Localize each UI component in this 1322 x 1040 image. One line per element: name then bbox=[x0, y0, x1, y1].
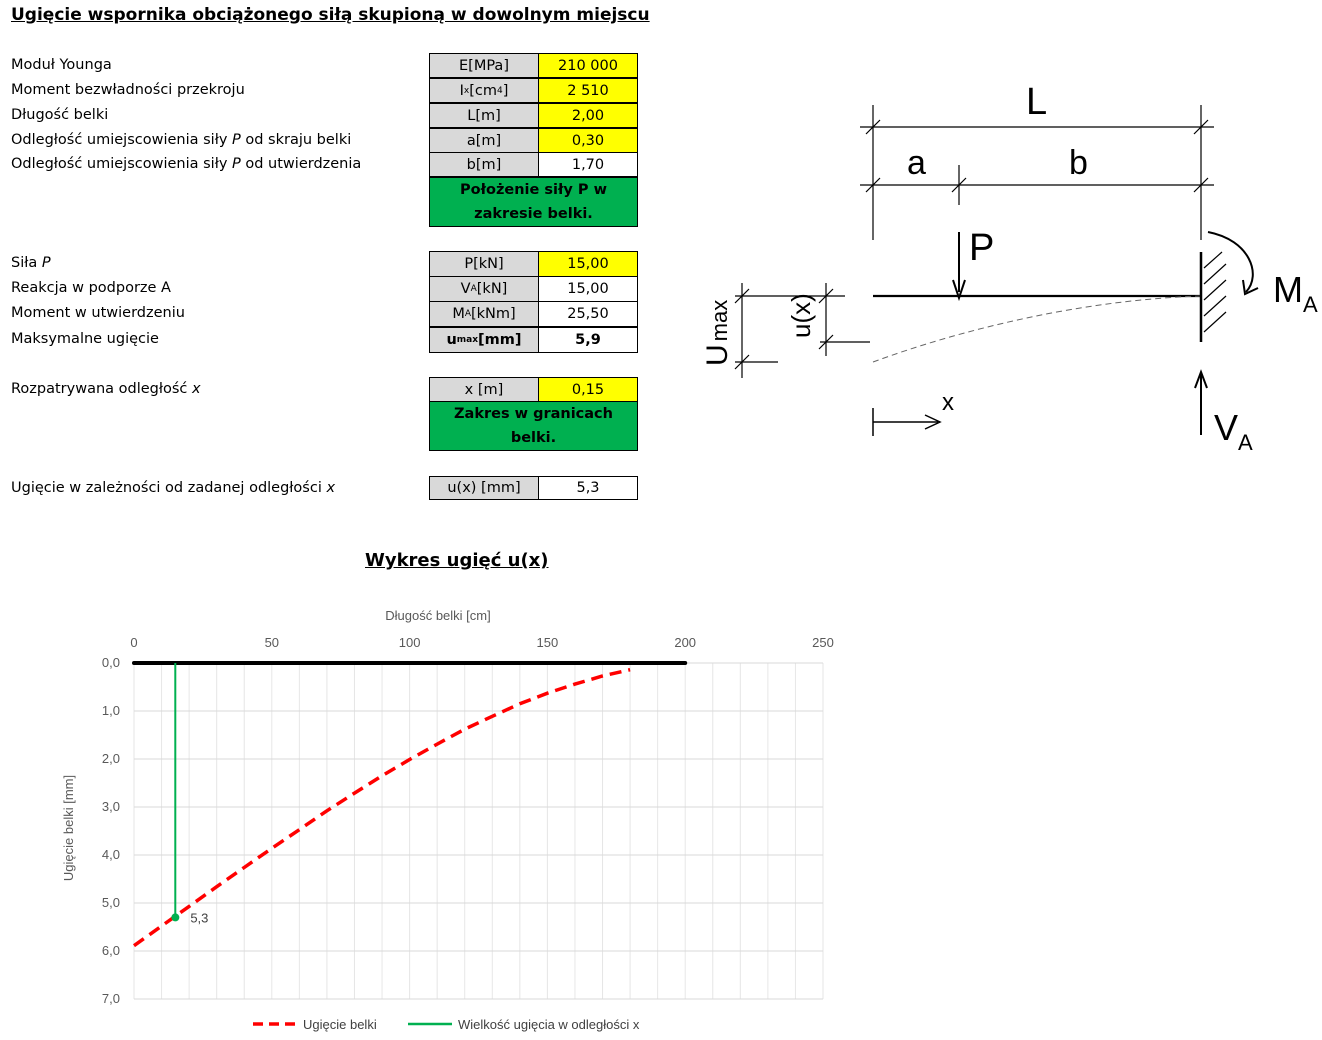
input-symbol: L [m] bbox=[429, 103, 539, 128]
legend-label-1: Wielkość ugięcia w odległości x bbox=[458, 1017, 640, 1032]
input-label: Odległość umiejscowienia siły P od utwierdzenia bbox=[11, 156, 362, 172]
distance-input[interactable]: 0,15 bbox=[538, 377, 638, 402]
result-symbol: u max [mm] bbox=[429, 327, 539, 353]
deflection-marker bbox=[171, 913, 179, 921]
chart-title: Wykres ugięć u(x) bbox=[365, 550, 549, 571]
distance-symbol: x [m] bbox=[429, 377, 539, 402]
position-status-badge: Położenie siły P w zakresie belki. bbox=[429, 177, 638, 227]
distance-label: Rozpatrywana odległość x bbox=[11, 381, 201, 397]
input-label: Długość belki bbox=[11, 107, 109, 123]
y-tick-label: 5,0 bbox=[101, 895, 120, 910]
diagram-label-L: L bbox=[1026, 81, 1048, 123]
input-label: Moment bezwładności przekroju bbox=[11, 82, 245, 98]
deflection-label: Ugięcie w zależności od zadanej odległości x bbox=[11, 480, 336, 496]
marker-label: 5,3 bbox=[190, 910, 209, 926]
result-label: Siła P bbox=[11, 255, 51, 271]
result-symbol: M A [kNm] bbox=[429, 301, 539, 327]
chart-ylabel: Ugięcie belki [mm] bbox=[61, 774, 76, 882]
chart-xlabel: Długość belki [cm] bbox=[385, 608, 491, 623]
y-tick-label: 6,0 bbox=[101, 943, 120, 958]
result-symbol: V A [kN] bbox=[429, 276, 539, 302]
diagram-label-a: a bbox=[907, 144, 926, 182]
y-tick-label: 7,0 bbox=[101, 991, 120, 1006]
y-tick-label: 4,0 bbox=[101, 847, 120, 862]
input-value[interactable]: 2,00 bbox=[538, 103, 638, 128]
legend-label-0: Ugięcie belki bbox=[303, 1017, 377, 1032]
result-symbol: P [kN] bbox=[429, 251, 539, 277]
result-label: Maksymalne ugięcie bbox=[11, 331, 159, 347]
diagram-label-M: $M_A$ bbox=[1273, 269, 1318, 317]
input-value[interactable]: 2 510 bbox=[538, 78, 638, 103]
input-symbol: a [m] bbox=[429, 128, 539, 153]
result-value: 15,00 bbox=[538, 276, 638, 302]
x-tick-label: 0 bbox=[130, 635, 138, 650]
deflection-symbol: u(x) [mm] bbox=[429, 476, 539, 500]
result-label: Reakcja w podporze A bbox=[11, 280, 171, 296]
diagram-label-V: $V_A$ bbox=[1214, 407, 1253, 455]
diagram-label-b: b bbox=[1069, 144, 1088, 182]
input-value[interactable]: 0,30 bbox=[538, 128, 638, 153]
input-value: 1,70 bbox=[538, 152, 638, 177]
input-symbol: b [m] bbox=[429, 152, 539, 177]
x-tick-label: 100 bbox=[398, 635, 421, 650]
y-tick-label: 0,0 bbox=[101, 655, 120, 670]
x-tick-label: 250 bbox=[812, 635, 834, 650]
input-value[interactable]: 210 000 bbox=[538, 53, 638, 78]
input-label: Odległość umiejscowienia siły P od skraju belki bbox=[11, 132, 352, 148]
range-status-badge: Zakres w granicach belki. bbox=[429, 401, 638, 451]
diagram-label-x: x bbox=[942, 389, 954, 416]
result-value: 25,50 bbox=[538, 301, 638, 327]
input-symbol: E [MPa] bbox=[429, 53, 539, 78]
input-symbol: I x [cm 4 ] bbox=[429, 78, 539, 103]
diagram-label-P: P bbox=[969, 227, 995, 269]
deflection-value: 5,3 bbox=[538, 476, 638, 500]
y-tick-label: 3,0 bbox=[101, 799, 120, 814]
y-tick-label: 1,0 bbox=[101, 703, 120, 718]
page-title: Ugięcie wspornika obciążonego siłą skupioną w dowolnym miejscu bbox=[11, 5, 650, 25]
y-tick-label: 2,0 bbox=[101, 751, 120, 766]
x-tick-label: 200 bbox=[674, 635, 697, 650]
result-label: Moment w utwierdzeniu bbox=[11, 305, 185, 321]
result-value: 5,9 bbox=[538, 327, 638, 353]
diagram-label-ux: u(x) bbox=[786, 293, 816, 338]
x-tick-label: 150 bbox=[536, 635, 559, 650]
x-tick-label: 50 bbox=[264, 635, 280, 650]
input-label: Moduł Younga bbox=[11, 57, 112, 73]
deflection-chart bbox=[0, 590, 1322, 1040]
diagram-label-umax: Umax bbox=[701, 299, 734, 366]
result-value[interactable]: 15,00 bbox=[538, 251, 638, 277]
